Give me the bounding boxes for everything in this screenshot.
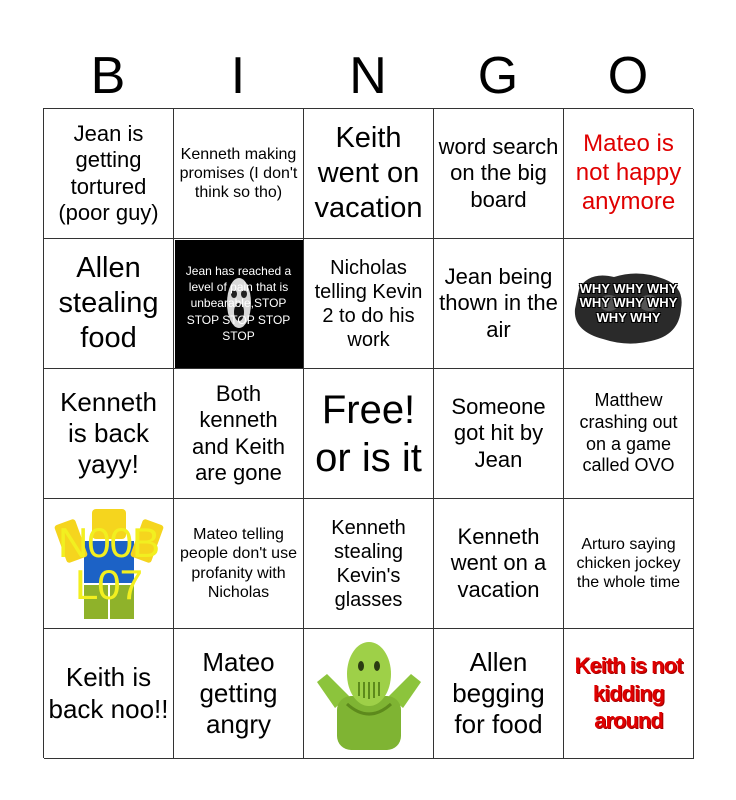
bingo-cell-r1c2[interactable] [304,239,434,369]
cell-text: Arturo saying chicken jockey the whole time [576,535,681,592]
bingo-cell-r0c0[interactable] [44,109,174,239]
bingo-cell-r2c1[interactable] [174,369,304,499]
bingo-cell-r3c2[interactable] [304,499,434,629]
bingo-cell-r0c3[interactable] [434,109,564,239]
cell-text: Jean being thown in the air [439,263,558,342]
bingo-cell-r4c4[interactable] [564,629,694,759]
cell-text: Mateo getting angry [199,646,278,740]
bingo-cell-r0c1[interactable] [174,109,304,239]
header-letter-n: N [349,47,387,105]
bingo-cell-r4c2[interactable] [304,629,434,759]
bingo-cell-r4c0[interactable] [44,629,174,759]
bingo-cell-r1c4[interactable] [564,239,694,369]
cell-text: Jean has reached a level of pain that is unbearable,STOP STOP STOP STOP STOP [185,264,292,343]
bingo-cell-r3c3[interactable] [434,499,564,629]
bingo-cell-r2c3[interactable] [434,369,564,499]
bingo-cell-r4c3[interactable] [434,629,564,759]
header-letter-i: I [230,47,246,105]
cell-text: Kenneth stealing Kevin's glasses [331,516,406,611]
cell-text: Kenneth making promises (I don't think so tho) [179,145,298,202]
header-letter-o: O [607,47,649,105]
cell-text: WHY WHY WHY WHY WHY WHY WHY WHY [579,281,678,325]
bingo-cell-r1c1[interactable] [174,239,304,369]
bingo-cell-r1c0[interactable] [44,239,174,369]
cell-text: Keith is not kidding around [574,653,683,734]
bingo-cell-r3c0[interactable] [44,499,174,629]
cell-text: Someone got hit by Jean [451,393,546,472]
pickle-shrug-icon [309,634,429,754]
cell-text: Keith is back noo!! [48,662,169,724]
cell-text: Matthew crashing out on a game called OVO [579,390,678,476]
bingo-cell-r2c4[interactable] [564,369,694,499]
bingo-cell-r4c1[interactable] [174,629,304,759]
bingo-cell-r3c4[interactable] [564,499,694,629]
bingo-cell-r2c0[interactable] [44,369,174,499]
bingo-cell-r2c2-free[interactable] [304,369,434,499]
cell-text: N00B L07 [57,518,160,608]
cell-text: Kenneth is back yayy! [60,386,157,480]
bingo-header [43,44,693,108]
header-letter-b: B [90,47,126,105]
cell-text: Nicholas telling Kevin 2 to do his work [314,256,423,351]
dark-image-box [175,240,303,368]
cell-text: word search on the big board [438,133,559,212]
cell-text: Mateo is not happy anymore [575,130,682,215]
bingo-cell-r3c1[interactable] [174,499,304,629]
cell-text: Both kenneth and Keith are gone [192,380,285,485]
header-letter-g: G [477,47,519,105]
bingo-cell-r0c4[interactable] [564,109,694,239]
bingo-grid [43,108,693,758]
cell-text: Mateo telling people don't use profanity with Nicholas [180,526,297,601]
cell-text: Kenneth went on a vacation [450,523,547,602]
cell-text: Keith went on vacation [314,122,423,224]
cell-text: Allen begging for food [452,646,545,740]
bingo-cell-r1c3[interactable] [434,239,564,369]
bingo-cell-r0c2[interactable] [304,109,434,239]
cell-text: Allen stealing food [58,252,159,354]
cell-text: Free! or is it [315,387,422,480]
cell-text: Jean is getting tortured (poor guy) [58,120,159,225]
